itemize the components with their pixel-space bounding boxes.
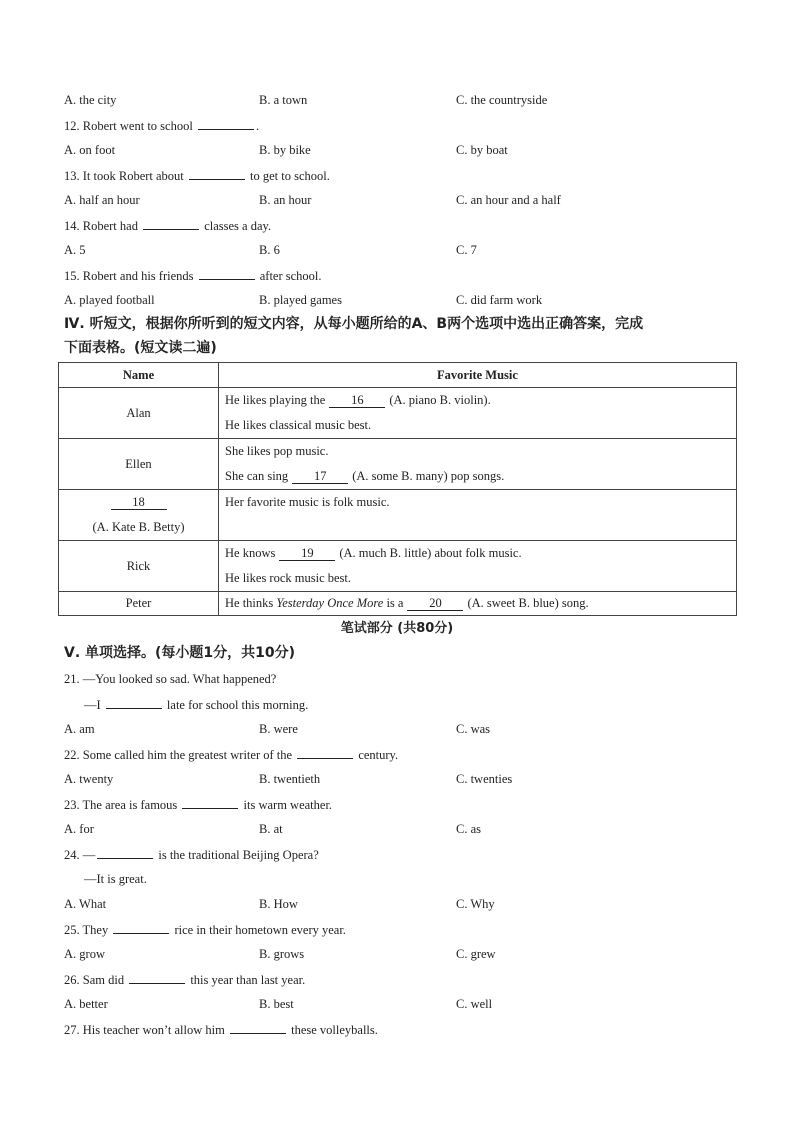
table-row — [59, 592, 737, 616]
row-name — [59, 490, 219, 541]
answer-blank — [129, 971, 185, 984]
question-23-text-end: its warm weather. — [243, 798, 333, 812]
section-4-title — [64, 312, 744, 360]
answer-blank-18: 18 — [111, 495, 167, 510]
written-part-title: 笔试部分 (共80分) — [340, 621, 454, 636]
answer-blank — [198, 117, 254, 130]
row-favorite-music — [219, 490, 737, 541]
question-23 — [64, 796, 332, 813]
q11-option-b: B. a town — [259, 93, 308, 107]
question-26-text-end: this year than last year. — [190, 973, 306, 987]
question-12-text: 12. Robert went to school — [64, 119, 193, 133]
q15-option-b: B. played games — [259, 293, 342, 307]
answer-blank — [182, 796, 238, 809]
question-26-text: 26. Sam did — [64, 973, 125, 987]
column-header-name: Name — [59, 363, 219, 388]
question-12-text-end: . — [255, 119, 260, 133]
q13-option-c: C. an hour and a half — [456, 193, 561, 207]
q23-option-b: B. at — [259, 822, 283, 836]
song-title: Yesterday Once More — [276, 596, 384, 610]
row-favorite-music — [219, 592, 737, 616]
row-text: He thinks — [225, 596, 274, 610]
q22-option-c: C. twenties — [456, 772, 513, 786]
question-14-text-end: classes a day. — [204, 219, 272, 233]
question-24-text: 24. — — [64, 848, 96, 862]
question-22-text: 22. Some called him the greatest writer of the — [64, 748, 293, 762]
answer-blank-17: 17 — [292, 469, 348, 484]
question-21-text: —I — [84, 698, 101, 712]
row-text: is a — [386, 596, 404, 610]
question-13 — [64, 167, 330, 184]
q12-option-b: B. by bike — [259, 143, 311, 157]
row-text: He likes rock music best. — [225, 571, 352, 585]
q21-option-c: C. was — [456, 722, 491, 736]
section-4-title-line1: Ⅳ. 听短文，根据你所听到的短文内容，从每小题所给的A、B两个选项中选出正确答案，完成 — [64, 316, 644, 332]
question-21: 21. —You looked so sad. What happened? — [64, 672, 277, 686]
q21-option-b: B. were — [259, 722, 298, 736]
row-name: Ellen — [59, 439, 219, 490]
answer-blank — [97, 846, 153, 859]
q14-option-b: B. 6 — [259, 243, 280, 257]
question-27-text-end: these volleyballs. — [291, 1023, 378, 1037]
favorite-music-table — [58, 362, 737, 616]
q14-option-c: C. 7 — [456, 243, 477, 257]
q21-option-a: A. am — [64, 722, 95, 736]
question-21-answer-line — [84, 696, 308, 713]
q22-option-b: B. twentieth — [259, 772, 321, 786]
table-row — [59, 541, 737, 592]
q23-option-c: C. as — [456, 822, 481, 836]
answer-blank-16: 16 — [329, 393, 385, 408]
q11-option-c: C. the countryside — [456, 93, 548, 107]
row-name-options: (A. Kate B. Betty) — [92, 520, 185, 534]
question-15 — [64, 267, 322, 284]
row-name: Rick — [59, 541, 219, 592]
question-14 — [64, 217, 271, 234]
row-text: Her favorite music is folk music. — [225, 495, 390, 509]
question-24-reply: —It is great. — [84, 872, 147, 886]
row-favorite-music — [219, 541, 737, 592]
column-header-favorite-music: Favorite Music — [219, 363, 737, 388]
q23-option-a: A. for — [64, 822, 94, 836]
question-25 — [64, 921, 346, 938]
q25-option-c: C. grew — [456, 947, 496, 961]
row-text: He likes classical music best. — [225, 418, 372, 432]
q13-option-a: A. half an hour — [64, 193, 140, 207]
table-row — [59, 490, 737, 541]
row-favorite-music — [219, 388, 737, 439]
q15-option-c: C. did farm work — [456, 293, 543, 307]
q26-option-b: B. best — [259, 997, 294, 1011]
question-27 — [64, 1021, 378, 1038]
question-25-text: 25. They — [64, 923, 109, 937]
q12-option-c: C. by boat — [456, 143, 508, 157]
question-13-text: 13. It took Robert about — [64, 169, 184, 183]
row-text: (A. piano B. violin). — [389, 393, 491, 407]
question-15-text: 15. Robert and his friends — [64, 269, 194, 283]
row-text: (A. much B. little) about folk music. — [339, 546, 522, 560]
answer-blank-20: 20 — [407, 596, 463, 611]
question-24 — [64, 846, 319, 863]
answer-blank — [199, 267, 255, 280]
q26-option-c: C. well — [456, 997, 493, 1011]
row-text: She likes pop music. — [225, 444, 329, 458]
row-name: Alan — [59, 388, 219, 439]
row-name: Peter — [59, 592, 219, 616]
table-row — [59, 439, 737, 490]
question-23-text: 23. The area is famous — [64, 798, 178, 812]
row-text: (A. some B. many) pop songs. — [352, 469, 505, 483]
section-5-title: Ⅴ. 单项选择。(每小题1分，共10分) — [64, 645, 296, 661]
answer-blank-19: 19 — [279, 546, 335, 561]
q11-option-a: A. the city — [64, 93, 117, 107]
answer-blank — [297, 746, 353, 759]
row-text: She can sing — [225, 469, 289, 483]
question-27-text: 27. His teacher won’t allow him — [64, 1023, 225, 1037]
q22-option-a: A. twenty — [64, 772, 114, 786]
question-15-text-end: after school. — [259, 269, 322, 283]
answer-blank — [230, 1021, 286, 1034]
question-22 — [64, 746, 398, 763]
answer-blank — [113, 921, 169, 934]
q24-option-a: A. What — [64, 897, 107, 911]
row-favorite-music — [219, 439, 737, 490]
question-24-text-end: is the traditional Beijing Opera? — [158, 848, 319, 862]
q26-option-a: A. better — [64, 997, 108, 1011]
q25-option-a: A. grow — [64, 947, 105, 961]
question-26 — [64, 971, 305, 988]
question-25-text-end: rice in their hometown every year. — [174, 923, 346, 937]
row-text: He likes playing the — [225, 393, 326, 407]
question-13-text-end: to get to school. — [250, 169, 330, 183]
row-text: He knows — [225, 546, 276, 560]
question-14-text: 14. Robert had — [64, 219, 138, 233]
row-text: (A. sweet B. blue) song. — [467, 596, 589, 610]
q12-option-a: A. on foot — [64, 143, 116, 157]
q24-option-c: C. Why — [456, 897, 495, 911]
q13-option-b: B. an hour — [259, 193, 312, 207]
q25-option-b: B. grows — [259, 947, 305, 961]
table-row — [59, 388, 737, 439]
answer-blank — [106, 696, 162, 709]
answer-blank — [189, 167, 245, 180]
q14-option-a: A. 5 — [64, 243, 86, 257]
q15-option-a: A. played football — [64, 293, 155, 307]
question-21-text-end: late for school this morning. — [166, 698, 309, 712]
answer-blank — [143, 217, 199, 230]
question-22-text-end: century. — [358, 748, 399, 762]
question-12 — [64, 117, 259, 134]
section-4-title-line2: 下面表格。(短文读二遍) — [64, 340, 217, 356]
q24-option-b: B. How — [259, 897, 298, 911]
